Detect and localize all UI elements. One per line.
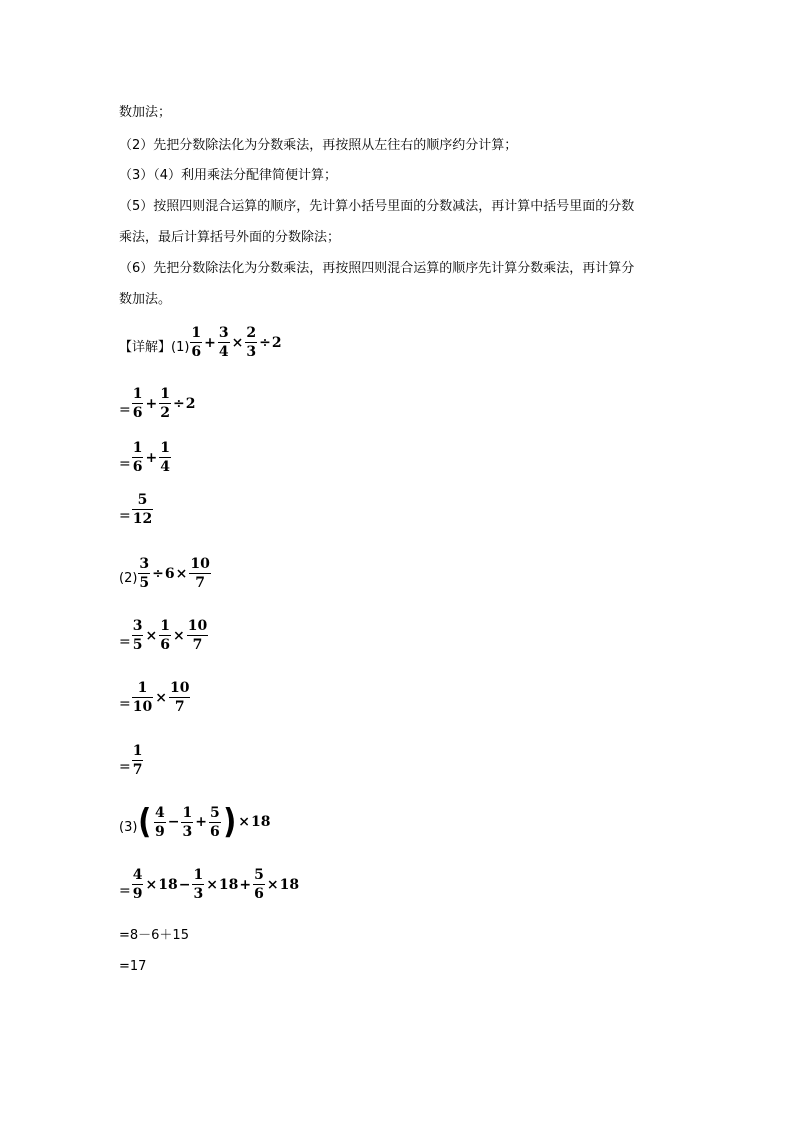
fraction: $\frac{4}{9}$ (154, 804, 165, 840)
fraction: $\frac{10}{7}$ (187, 618, 208, 653)
problem-2-expression: (2) $\frac{3}{5}$ ÷ 6 × $\frac{10}{7}$ (119, 556, 210, 591)
fraction: $\frac{10}{7}$ (190, 556, 210, 591)
problem-2-result: = $\frac{1}{7}$ (119, 743, 143, 778)
fraction: $\frac{1}{6}$ (132, 386, 143, 421)
fraction: $\frac{5}{6}$ (209, 804, 220, 840)
problem-2-step: = $\frac{3}{5}$ × $\frac{1}{6}$ × $\frac{10}{7}$ (119, 618, 208, 653)
problem-1-step: = $\frac{1}{6}$ + $\frac{1}{2}$ ÷ 2 (119, 386, 196, 421)
fraction: $\frac{1}{4}$ (160, 440, 170, 475)
fraction: $\frac{3}{4}$ (218, 325, 229, 360)
left-paren: ( (138, 802, 152, 842)
fraction: $\frac{4}{9}$ (132, 867, 143, 902)
fraction: $\frac{1}{7}$ (132, 743, 143, 778)
fraction: $\frac{2}{3}$ (246, 325, 257, 360)
problem-2-label: (2) (119, 571, 138, 586)
explanation-line: 数加法。 (119, 292, 172, 307)
fraction: $\frac{1}{3}$ (193, 867, 204, 902)
problem-1-result: = $\frac{5}{12}$ (119, 492, 153, 527)
problem-3-result: =17 (119, 959, 147, 974)
explanation-line: （5）按照四则混合运算的顺序，先计算小括号里面的分数减法，再计算中括号里面的分数 (119, 199, 635, 214)
problem-3-step: =8－6＋15 (119, 928, 189, 943)
fraction: $\frac{5}{6}$ (254, 867, 264, 902)
fraction: $\frac{10}{7}$ (169, 680, 190, 715)
fraction: $\frac{1}{6}$ (160, 618, 170, 653)
detail-label: 【详解】(1) (119, 340, 190, 355)
explanation-line: （3）（4）利用乘法分配律简便计算； (119, 168, 338, 183)
problem-1-expression: 【详解】(1) $\frac{1}{6}$ + $\frac{3}{4}$ × $\frac{2}{3}$ ÷ 2 (119, 325, 282, 360)
fraction: $\frac{1}{6}$ (132, 440, 143, 475)
fraction: $\frac{1}{3}$ (182, 804, 193, 840)
fraction: $\frac{3}{5}$ (139, 556, 150, 591)
fraction: $\frac{3}{5}$ (132, 618, 143, 653)
problem-3-label: (3) (119, 820, 138, 835)
right-paren: ) (222, 802, 237, 842)
explanation-line: （6）先把分数除法化为分数乘法，再按照四则混合运算的顺序先计算分数乘法，再计算分 (119, 261, 635, 276)
fraction: $\frac{1}{10}$ (132, 680, 153, 715)
problem-3-step: = $\frac{4}{9}$ × 18 − $\frac{1}{3}$ × 18 + $\frac{5}{6}$ × 18 (119, 867, 300, 902)
explanation-line: 数加法； (119, 105, 172, 120)
problem-1-step: = $\frac{1}{6}$ + $\frac{1}{4}$ (119, 440, 170, 475)
fraction: $\frac{1}{2}$ (160, 386, 170, 421)
problem-3-expression: (3) ( $\frac{4}{9}$ − $\frac{1}{3}$ + $\frac{5}{6}$ ) × 18 (119, 802, 271, 842)
fraction: $\frac{1}{6}$ (191, 325, 202, 360)
problem-2-step: = $\frac{1}{10}$ × $\frac{10}{7}$ (119, 680, 190, 715)
explanation-line: （2）先把分数除法化为分数乘法，再按照从左往右的顺序约分计算； (119, 138, 518, 153)
fraction: $\frac{5}{12}$ (132, 492, 153, 527)
explanation-line: 乘法，最后计算括号外面的分数除法； (119, 230, 341, 245)
